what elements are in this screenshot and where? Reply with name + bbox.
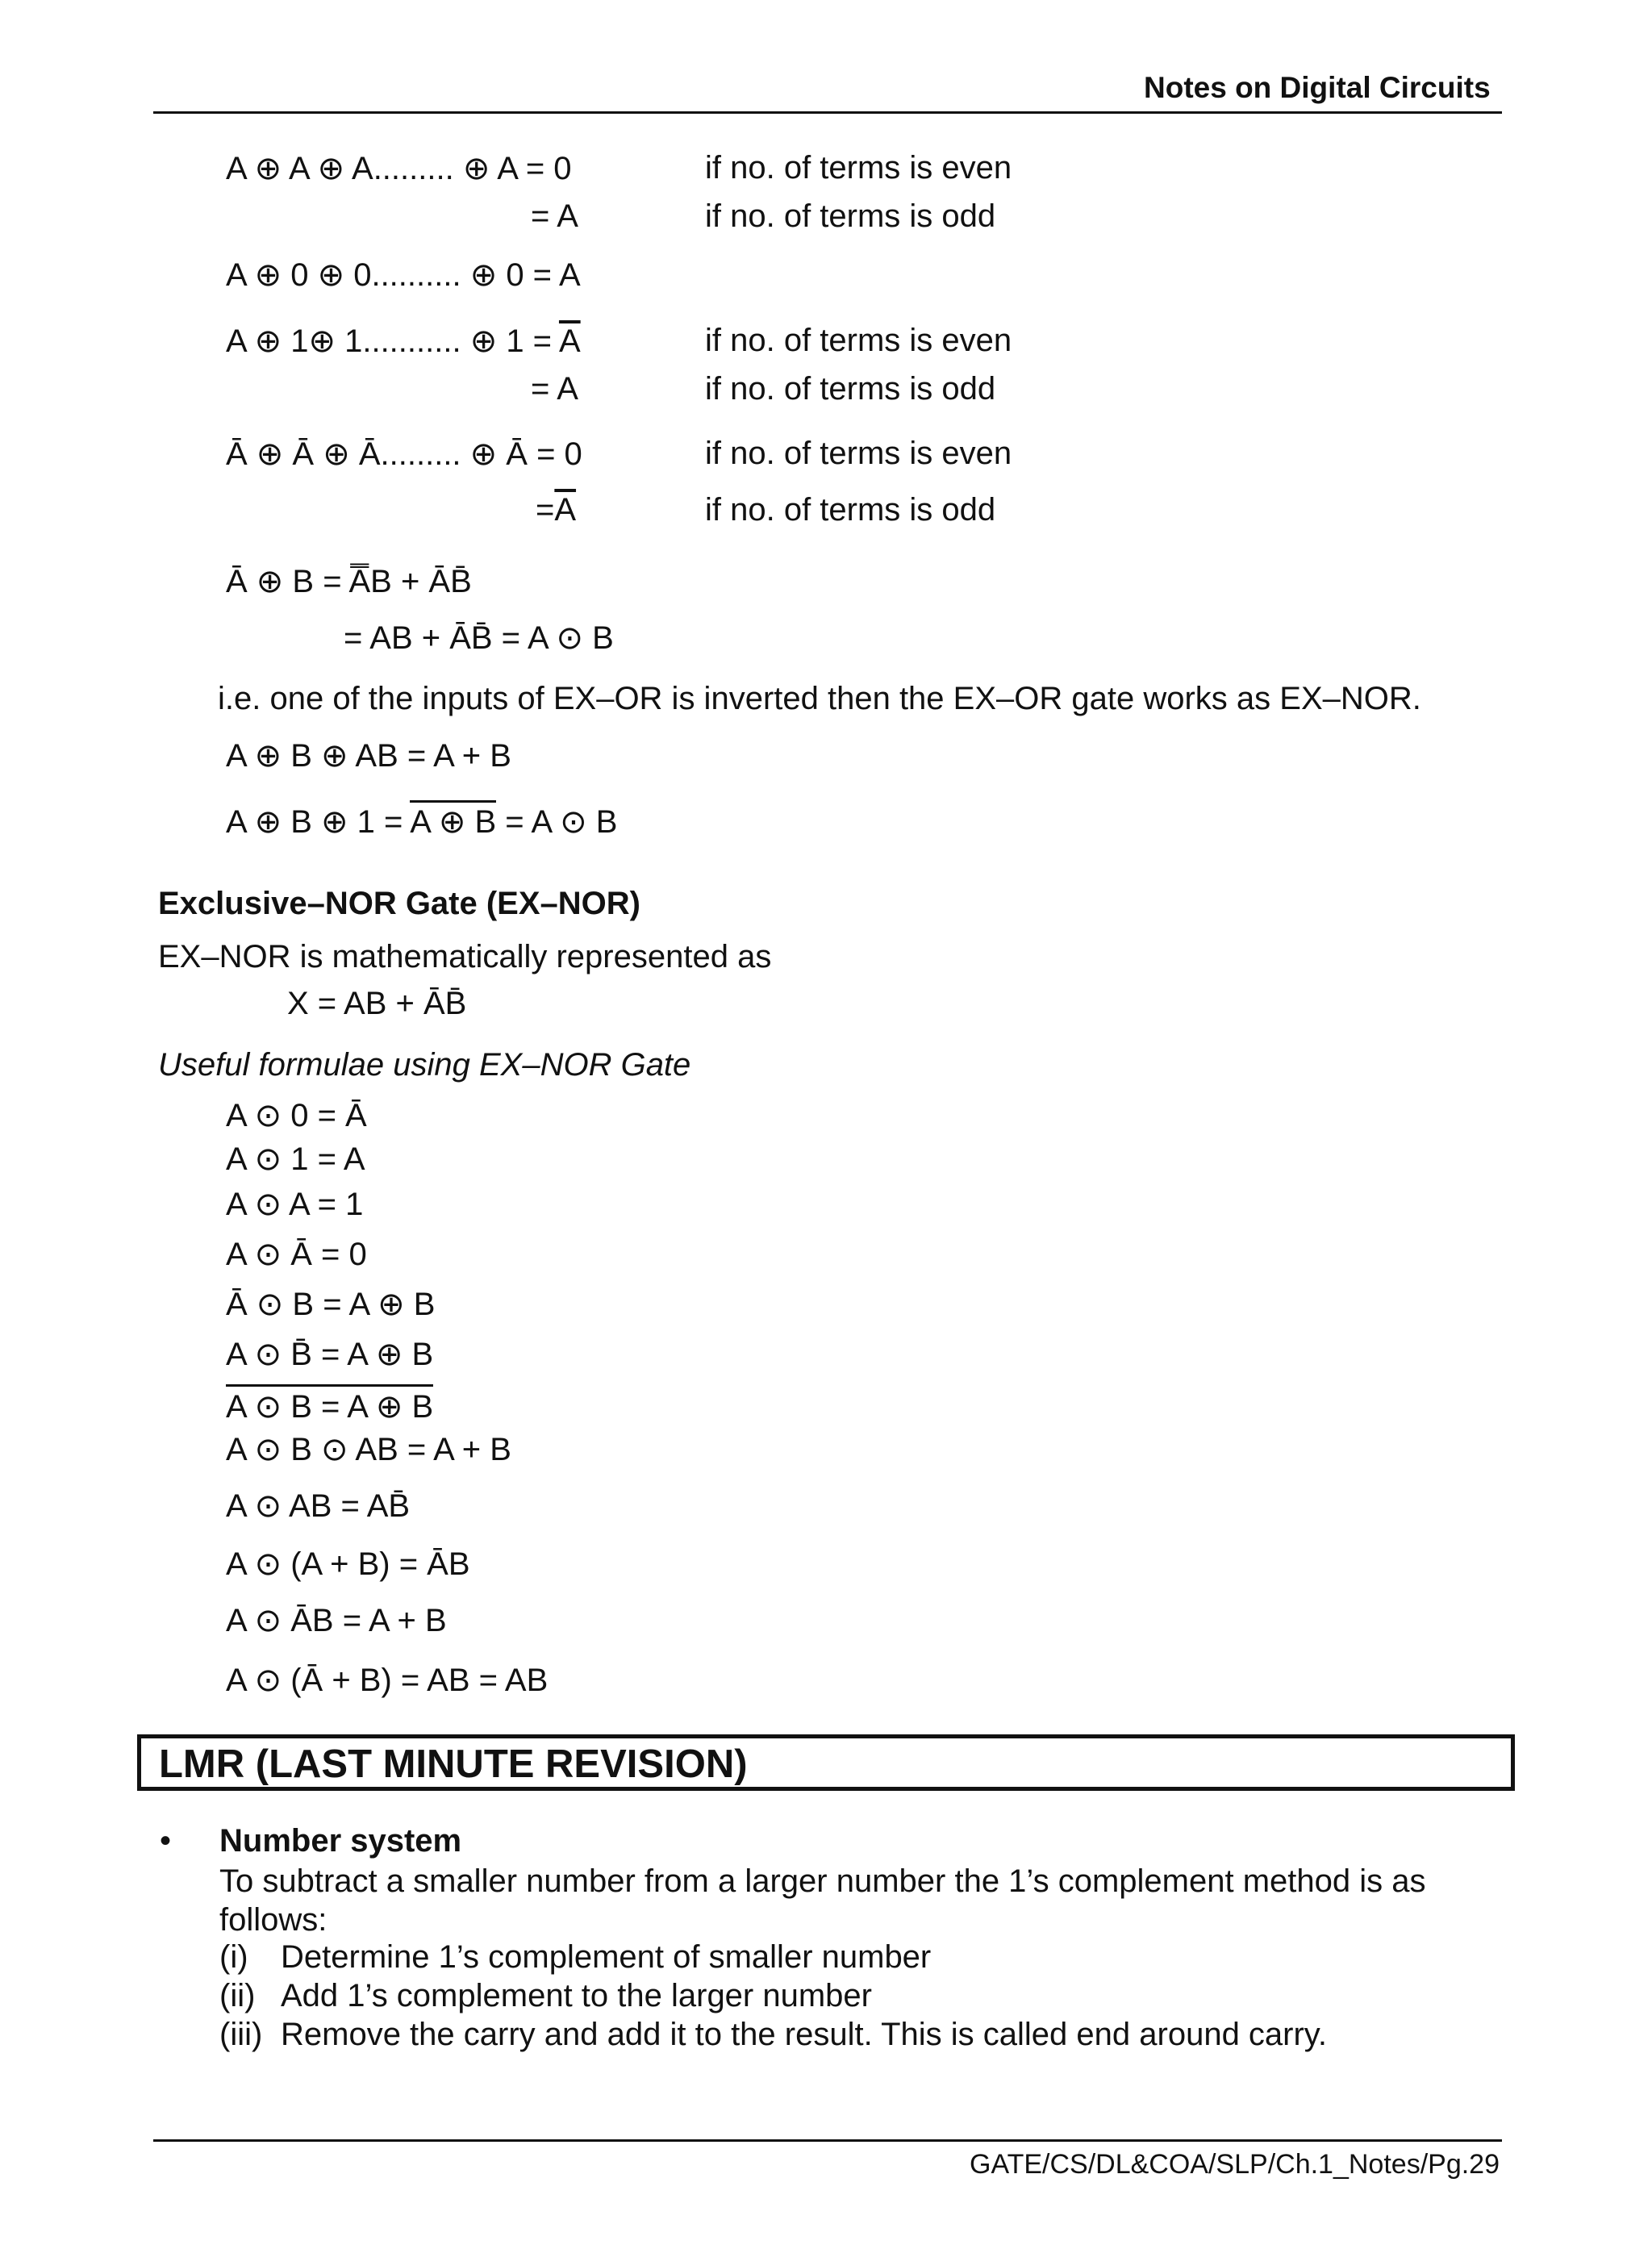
exnor-formula: A ⊙ AB = AB̄ — [226, 1488, 411, 1524]
formula-xor-ones — [226, 323, 581, 360]
formula-xor-zeros: A ⊕ 0 ⊕ 0.......... ⊕ 0 = A — [226, 257, 581, 293]
bullet-dot: • — [160, 1823, 172, 1859]
formula-rhs: = A ⊙ B — [496, 804, 618, 840]
footer-text: GATE/CS/DL&COA/SLP/Ch.1_Notes/Pg.29 — [970, 2149, 1500, 2180]
exnor-formula: Ā ⊙ B = A ⊕ B — [226, 1287, 436, 1322]
condition-even-2: if no. of terms is even — [705, 323, 1012, 358]
footer-rule — [153, 2139, 1502, 2142]
page-header-title: Notes on Digital Circuits — [1144, 71, 1491, 104]
exnor-formula: A ⊙ Ā = 0 — [226, 1237, 367, 1272]
formula-xor-abar: Ā ⊕ Ā ⊕ Ā......... ⊕ Ā = 0 — [226, 436, 582, 472]
formula-abar-xor-b: Ā ⊕ B = A̿B + ĀB̄ — [226, 564, 472, 599]
exnor-subheading: Useful formulae using EX–NOR Gate — [158, 1047, 691, 1083]
condition-odd-3: if no. of terms is odd — [705, 492, 996, 528]
formula-abar-xor-b-2: = AB + ĀB̄ = A ⊙ B — [344, 620, 614, 656]
formula-xor-abar-odd-rhs: $\overline{A}$ — [554, 492, 577, 528]
step-number: (ii) — [219, 1978, 256, 2013]
exnor-formula: A ⊙ 1 = A — [226, 1141, 365, 1177]
condition-odd-2: if no. of terms is odd — [705, 371, 996, 407]
step-text: Add 1’s complement to the larger number — [281, 1978, 872, 2013]
formula-xor-abar-odd — [536, 492, 576, 528]
exnor-formula: A ⊙ ĀB = A + B — [226, 1603, 447, 1638]
step-text: Remove the carry and add it to the result. This is called end around carry. — [281, 2017, 1327, 2052]
formula-xor-ones-odd: = A — [531, 371, 578, 407]
condition-even-3: if no. of terms is even — [705, 436, 1012, 471]
condition-even: if no. of terms is even — [705, 150, 1012, 186]
formula-xor-abar-odd-eq: = — [536, 492, 555, 528]
lmr-paragraph: To subtract a smaller number from a larger number the 1’s complement method is as follows: — [219, 1863, 1426, 1938]
formula-xor-a-repeated-odd: = A — [531, 198, 578, 234]
formula-a-xor-b-xor-1 — [226, 803, 617, 841]
formula-xor-a-repeated: A ⊕ A ⊕ A......... ⊕ A = 0 — [226, 151, 572, 186]
lmr-banner — [137, 1734, 1515, 1791]
formula-xor-ones-lhs: A ⊕ 1⊕ 1........... ⊕ 1 = — [226, 323, 559, 359]
exnor-formula: A ⊙ B̄ = A ⊕ B — [226, 1337, 434, 1372]
exnor-formula: A ⊙ 0 = Ā — [226, 1098, 367, 1133]
step-number: (i) — [219, 1939, 248, 1975]
exnor-expression: X = AB + ĀB̄ — [287, 986, 467, 1021]
exnor-formula-text: A ⊙ B = A ⊕ B — [226, 1389, 434, 1425]
step-number: (iii) — [219, 2017, 263, 2052]
exnor-intro: EX–NOR is mathematically represented as — [158, 939, 772, 974]
lmr-title: LMR (LAST MINUTE REVISION) — [159, 1742, 748, 1786]
section-heading-exnor: Exclusive–NOR Gate (EX–NOR) — [158, 886, 640, 921]
exnor-formula: A ⊙ (A + B) = ĀB — [226, 1546, 470, 1582]
step-text: Determine 1’s complement of smaller number — [281, 1939, 932, 1975]
formula-a-xor-b-xor-ab: A ⊕ B ⊕ AB = A + B — [226, 738, 511, 774]
exnor-formula: A ⊙ B ⊙ AB = A + B — [226, 1432, 511, 1467]
exnor-formula: A ⊙ A = 1 — [226, 1187, 364, 1222]
exnor-formula: A ⊙ (Ā + B) = AB = AB — [226, 1663, 549, 1698]
condition-odd: if no. of terms is odd — [705, 198, 996, 234]
note-exor-inverted: i.e. one of the inputs of EX–OR is inverted then the EX–OR gate works as EX–NOR. — [218, 681, 1421, 716]
formula-overbar-group: A ⊕ B — [410, 800, 496, 840]
exnor-formula — [226, 1384, 433, 1425]
header-rule — [153, 111, 1502, 114]
formula-lhs: A ⊕ B ⊕ 1 = — [226, 804, 411, 840]
formula-xor-ones-rhs: $\overline{A}$ — [558, 323, 581, 359]
bullet-title: Number system — [219, 1823, 462, 1859]
